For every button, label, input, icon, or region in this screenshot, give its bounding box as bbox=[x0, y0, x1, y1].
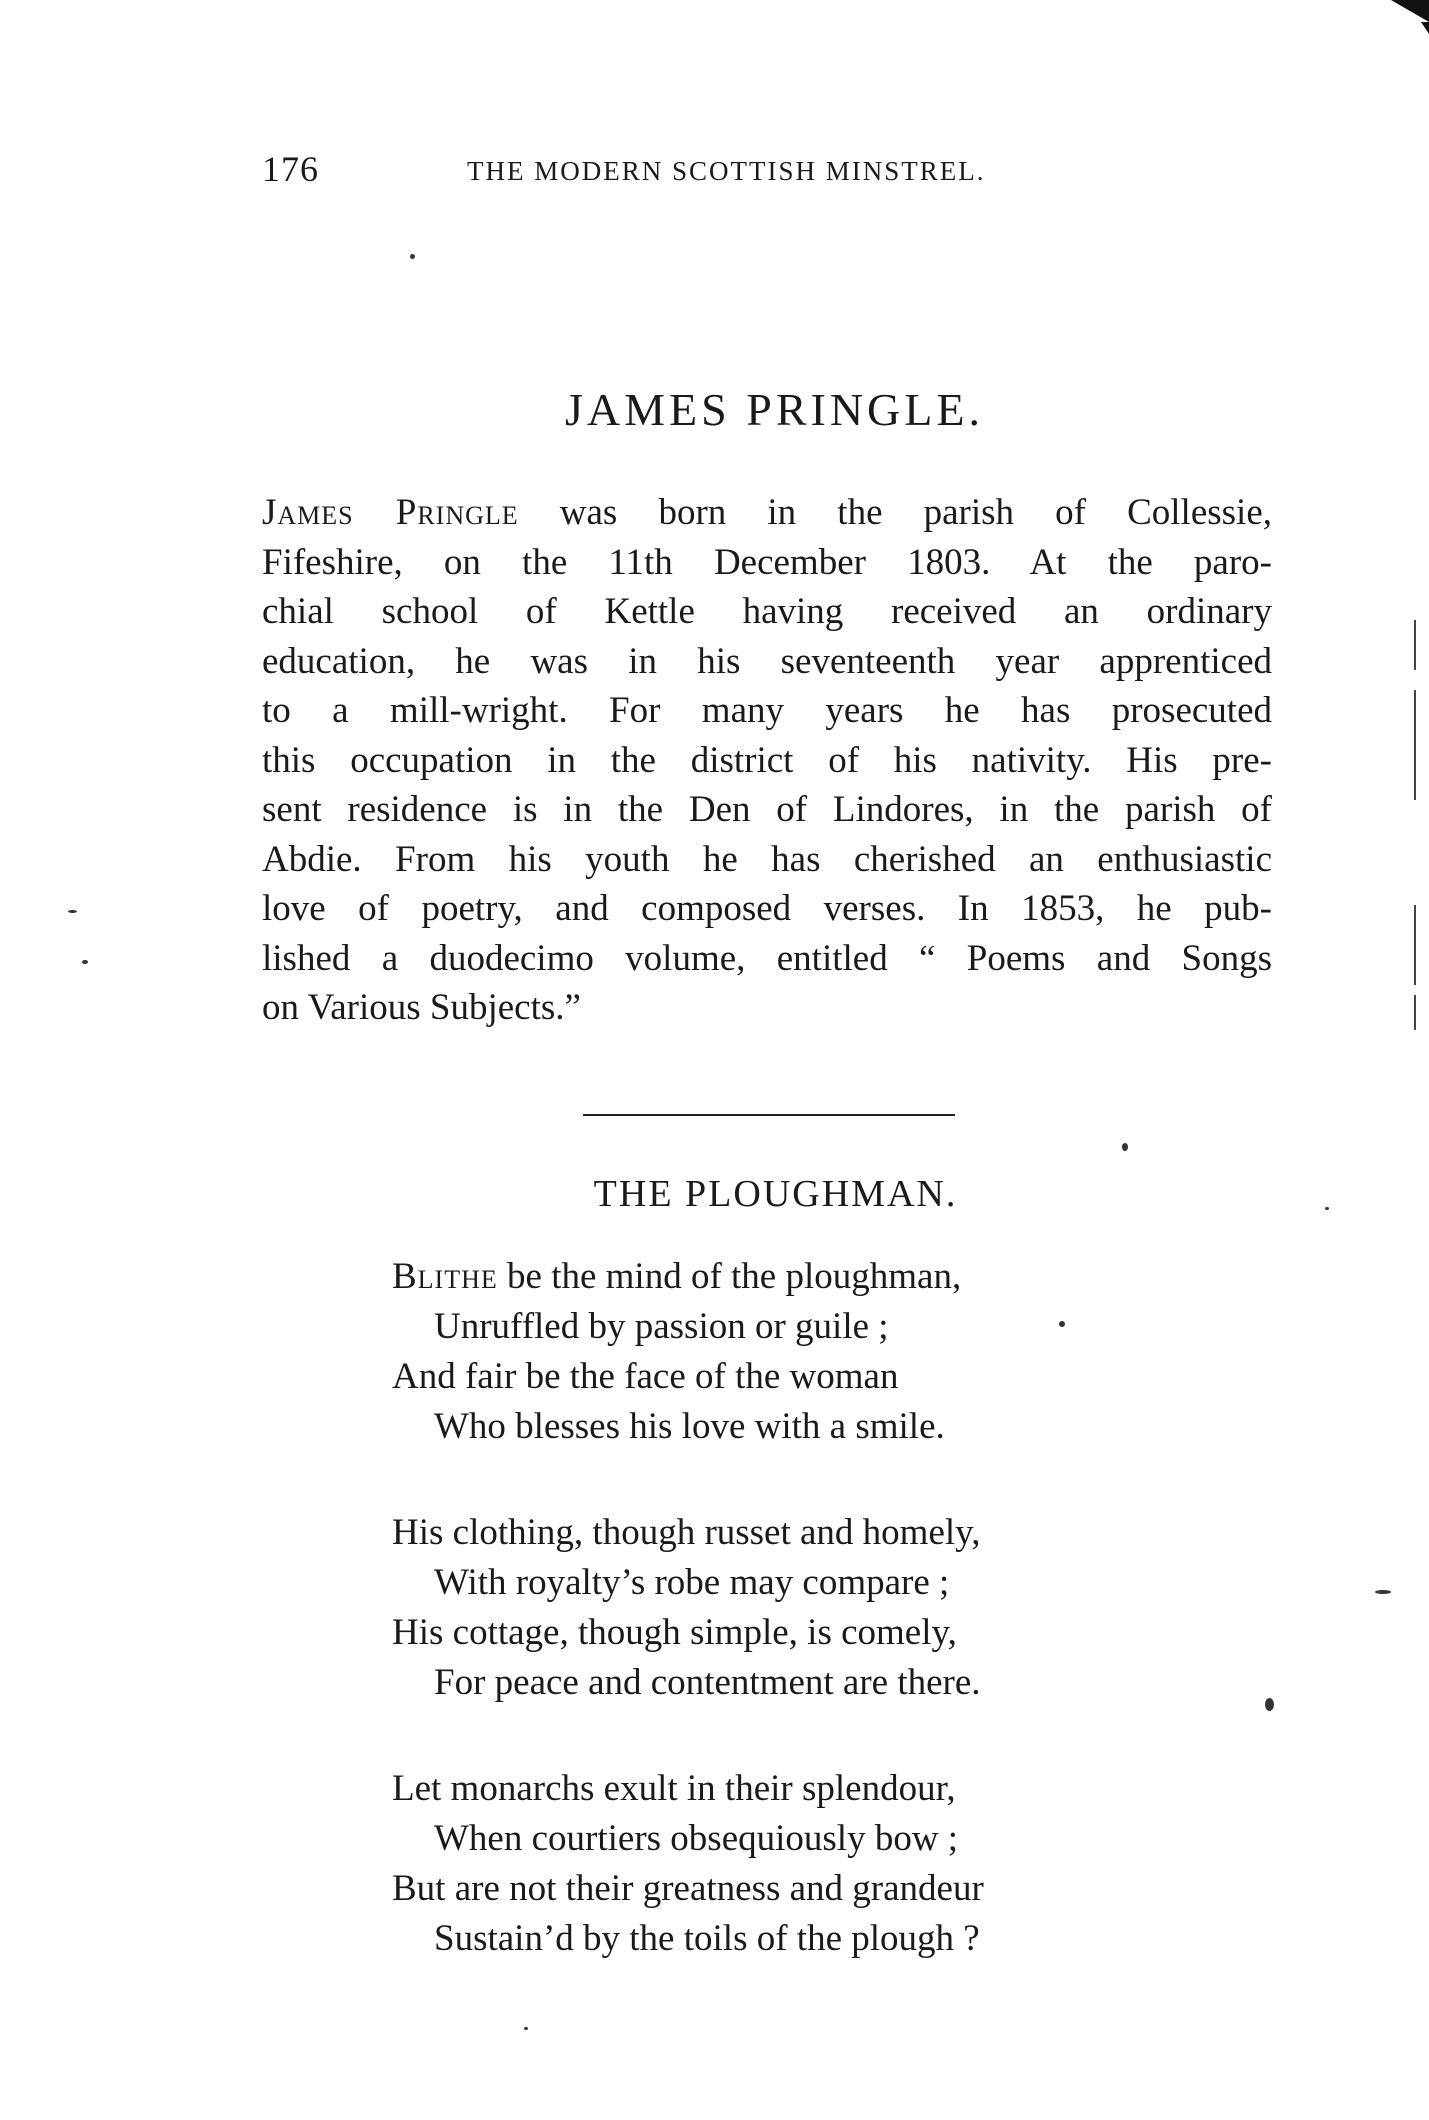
poem-line: His cottage, though simple, is comely, bbox=[392, 1612, 957, 1653]
running-title: THE MODERN SCOTTISH MINSTREL. bbox=[467, 156, 986, 186]
scan-speck bbox=[1265, 1698, 1274, 1711]
bio-lead-name: James Pringle bbox=[262, 492, 519, 533]
page-corner-mark bbox=[1391, 0, 1429, 22]
running-head bbox=[262, 148, 1122, 192]
poem-line: Let monarchs exult in their splendour, bbox=[392, 1768, 956, 1809]
scan-edge-line bbox=[1414, 995, 1416, 1030]
scan-speck bbox=[1122, 1143, 1128, 1151]
poem-line: Unruffled by passion or guile ; bbox=[434, 1306, 889, 1347]
scan-speck bbox=[1375, 1590, 1391, 1594]
scan-speck bbox=[410, 254, 415, 259]
poem-stanza bbox=[392, 1508, 1292, 1708]
poem-line bbox=[392, 1252, 1292, 1302]
bio-line-1-rest: was born in the parish of Collessie, bbox=[559, 492, 1273, 533]
poem-line: Who blesses his love with a smile. bbox=[434, 1406, 945, 1447]
scan-speck bbox=[1059, 1321, 1065, 1327]
bio-line: love of poetry, and composed verses. In 1853, he pub- bbox=[262, 888, 1272, 929]
scan-speck bbox=[68, 910, 77, 913]
scan-edge-line bbox=[1414, 905, 1416, 985]
bio-line: on Various Subjects.” bbox=[262, 987, 581, 1028]
bio-line: Abdie. From his youth he has cherished an enthusiastic bbox=[262, 838, 1272, 880]
bio-line: chial school of Kettle having received an ordinary bbox=[262, 591, 1272, 632]
bio-line: Fifeshire, on the 11th December 1803. At the paro- bbox=[262, 541, 1272, 583]
biography-paragraph bbox=[262, 488, 1272, 1033]
author-heading: JAMES PRINGLE. bbox=[565, 384, 984, 435]
page-number: 176 bbox=[262, 149, 319, 189]
poem-line: But are not their greatness and grandeur bbox=[392, 1868, 984, 1909]
bio-line: sent residence is in the Den of Lindores, in the parish of bbox=[262, 789, 1272, 830]
page-corner-mark-tail bbox=[1421, 22, 1429, 34]
section-divider-rule bbox=[583, 1114, 955, 1116]
poem-line: His clothing, though russet and homely, bbox=[392, 1512, 981, 1553]
bio-line bbox=[262, 488, 1272, 538]
scan-speck bbox=[524, 2027, 528, 2030]
poem-stanza bbox=[392, 1764, 1292, 1964]
poem-first-line-rest: be the mind of the ploughman, bbox=[507, 1256, 962, 1297]
scan-edge-line bbox=[1414, 690, 1416, 800]
poem-line: And fair be the face of the woman bbox=[392, 1356, 899, 1397]
poem-line: When courtiers obsequiously bow ; bbox=[434, 1818, 959, 1859]
bio-line: education, he was in his seventeenth year apprenticed bbox=[262, 640, 1272, 682]
poem-title: THE PLOUGHMAN. bbox=[593, 1173, 958, 1215]
scan-speck bbox=[82, 960, 88, 964]
bio-line: this occupation in the district of his nativity. His pre- bbox=[262, 739, 1272, 781]
poem-line: With royalty’s robe may compare ; bbox=[434, 1562, 950, 1603]
bio-line: lished a duodecimo volume, entitled “ Poems and Songs bbox=[262, 937, 1272, 979]
poem-line: For peace and contentment are there. bbox=[434, 1662, 981, 1703]
poem-first-word: Blithe bbox=[392, 1256, 498, 1297]
scan-edge-line bbox=[1414, 620, 1416, 670]
bio-line: to a mill-wright. For many years he has prosecuted bbox=[262, 690, 1272, 731]
poem-line: Sustain’d by the toils of the plough ? bbox=[434, 1918, 980, 1959]
poem-stanza bbox=[392, 1252, 1292, 1452]
poem-body bbox=[392, 1252, 1292, 2020]
scan-speck bbox=[1325, 1207, 1329, 1210]
